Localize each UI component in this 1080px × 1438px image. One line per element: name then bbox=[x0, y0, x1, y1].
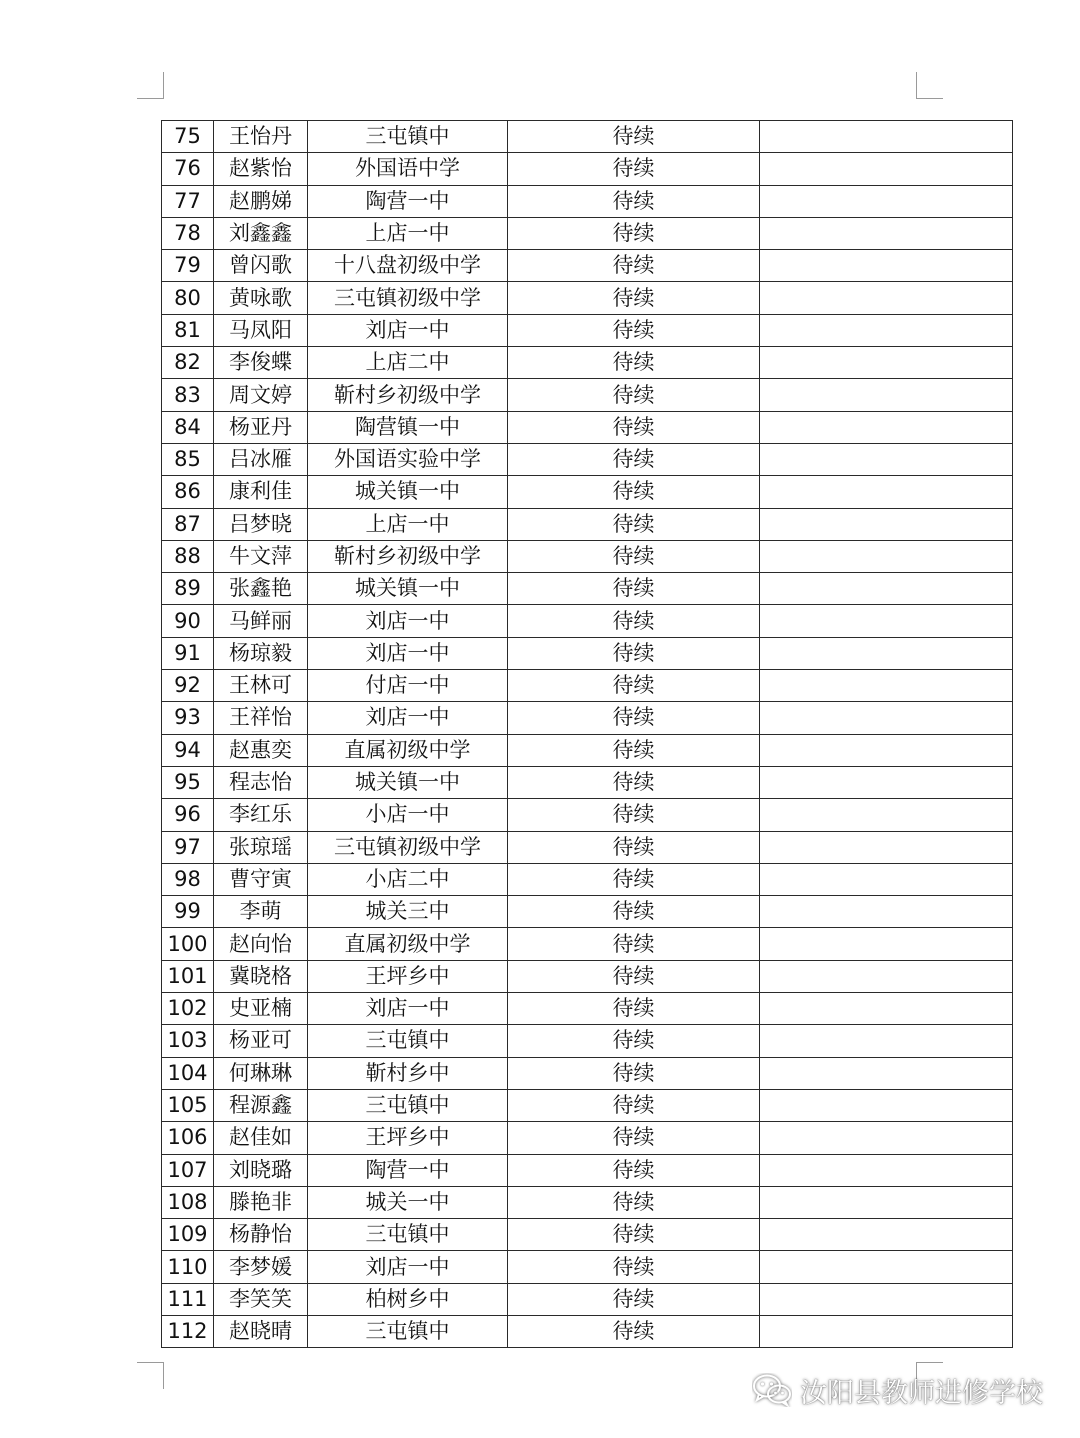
cell-status: 待续 bbox=[508, 1089, 760, 1121]
cell-number: 101 bbox=[162, 960, 214, 992]
table-row bbox=[162, 379, 1013, 411]
table-row bbox=[162, 508, 1013, 540]
cell-number: 104 bbox=[162, 1057, 214, 1089]
table-row bbox=[162, 1315, 1013, 1347]
table-row bbox=[162, 1219, 1013, 1251]
cell-name: 李梦媛 bbox=[214, 1251, 308, 1283]
account-watermark bbox=[752, 1370, 1043, 1410]
cell-name: 赵紫怡 bbox=[214, 153, 308, 185]
table-row bbox=[162, 863, 1013, 895]
table-row bbox=[162, 185, 1013, 217]
cell-name: 周文婷 bbox=[214, 379, 308, 411]
cell-number: 97 bbox=[162, 831, 214, 863]
table-row bbox=[162, 960, 1013, 992]
cell-status: 待续 bbox=[508, 1025, 760, 1057]
cell-note bbox=[760, 250, 1013, 282]
page-corner-mark-top-right bbox=[916, 72, 943, 99]
cell-status: 待续 bbox=[508, 314, 760, 346]
cell-number: 83 bbox=[162, 379, 214, 411]
cell-name: 王祥怡 bbox=[214, 702, 308, 734]
cell-status: 待续 bbox=[508, 993, 760, 1025]
cell-school: 刘店一中 bbox=[308, 314, 508, 346]
cell-school: 直属初级中学 bbox=[308, 734, 508, 766]
cell-name: 李萌 bbox=[214, 896, 308, 928]
cell-name: 康利佳 bbox=[214, 476, 308, 508]
table-row bbox=[162, 1186, 1013, 1218]
cell-status: 待续 bbox=[508, 670, 760, 702]
cell-number: 79 bbox=[162, 250, 214, 282]
cell-status: 待续 bbox=[508, 637, 760, 669]
cell-status: 待续 bbox=[508, 540, 760, 572]
cell-status: 待续 bbox=[508, 411, 760, 443]
cell-status: 待续 bbox=[508, 960, 760, 992]
cell-status: 待续 bbox=[508, 282, 760, 314]
cell-school: 城关一中 bbox=[308, 1186, 508, 1218]
cell-school: 城关三中 bbox=[308, 896, 508, 928]
cell-number: 109 bbox=[162, 1219, 214, 1251]
cell-status: 待续 bbox=[508, 443, 760, 475]
cell-name: 何琳琳 bbox=[214, 1057, 308, 1089]
cell-number: 91 bbox=[162, 637, 214, 669]
roster-table bbox=[161, 120, 1013, 1348]
cell-name: 曾闪歌 bbox=[214, 250, 308, 282]
cell-note bbox=[760, 670, 1013, 702]
cell-number: 108 bbox=[162, 1186, 214, 1218]
cell-school: 三屯镇中 bbox=[308, 1315, 508, 1347]
cell-status: 待续 bbox=[508, 476, 760, 508]
cell-note bbox=[760, 605, 1013, 637]
cell-note bbox=[760, 896, 1013, 928]
table-row bbox=[162, 314, 1013, 346]
cell-number: 103 bbox=[162, 1025, 214, 1057]
cell-school: 直属初级中学 bbox=[308, 928, 508, 960]
cell-number: 100 bbox=[162, 928, 214, 960]
cell-name: 杨亚可 bbox=[214, 1025, 308, 1057]
cell-school: 上店二中 bbox=[308, 347, 508, 379]
cell-school: 外国语中学 bbox=[308, 153, 508, 185]
cell-note bbox=[760, 1122, 1013, 1154]
cell-status: 待续 bbox=[508, 799, 760, 831]
cell-school: 王坪乡中 bbox=[308, 1122, 508, 1154]
cell-status: 待续 bbox=[508, 831, 760, 863]
table-row bbox=[162, 831, 1013, 863]
cell-number: 106 bbox=[162, 1122, 214, 1154]
cell-number: 111 bbox=[162, 1283, 214, 1315]
cell-status: 待续 bbox=[508, 1122, 760, 1154]
table-row bbox=[162, 250, 1013, 282]
cell-note bbox=[760, 928, 1013, 960]
table-row bbox=[162, 282, 1013, 314]
table-row bbox=[162, 1154, 1013, 1186]
cell-school: 小店二中 bbox=[308, 863, 508, 895]
cell-status: 待续 bbox=[508, 1283, 760, 1315]
cell-status: 待续 bbox=[508, 153, 760, 185]
cell-name: 吕梦晓 bbox=[214, 508, 308, 540]
cell-note bbox=[760, 476, 1013, 508]
cell-note bbox=[760, 1186, 1013, 1218]
table-row bbox=[162, 993, 1013, 1025]
cell-number: 105 bbox=[162, 1089, 214, 1121]
cell-note bbox=[760, 863, 1013, 895]
cell-note bbox=[760, 540, 1013, 572]
cell-school: 城关镇一中 bbox=[308, 766, 508, 798]
cell-school: 陶营镇一中 bbox=[308, 411, 508, 443]
cell-status: 待续 bbox=[508, 1154, 760, 1186]
table-row bbox=[162, 799, 1013, 831]
table-row bbox=[162, 702, 1013, 734]
watermark-text: 汝阳县教师进修学校 bbox=[800, 1377, 1043, 1409]
cell-status: 待续 bbox=[508, 702, 760, 734]
cell-number: 80 bbox=[162, 282, 214, 314]
cell-note bbox=[760, 637, 1013, 669]
cell-school: 外国语实验中学 bbox=[308, 443, 508, 475]
cell-note bbox=[760, 347, 1013, 379]
cell-number: 96 bbox=[162, 799, 214, 831]
cell-school: 城关镇一中 bbox=[308, 573, 508, 605]
cell-name: 马鲜丽 bbox=[214, 605, 308, 637]
cell-status: 待续 bbox=[508, 217, 760, 249]
cell-name: 李笑笑 bbox=[214, 1283, 308, 1315]
table-row bbox=[162, 476, 1013, 508]
table-row bbox=[162, 1089, 1013, 1121]
cell-status: 待续 bbox=[508, 605, 760, 637]
cell-school: 三屯镇初级中学 bbox=[308, 831, 508, 863]
table-row bbox=[162, 766, 1013, 798]
cell-school: 靳村乡初级中学 bbox=[308, 540, 508, 572]
cell-school: 三屯镇中 bbox=[308, 1089, 508, 1121]
cell-note bbox=[760, 508, 1013, 540]
cell-number: 93 bbox=[162, 702, 214, 734]
cell-status: 待续 bbox=[508, 121, 760, 153]
cell-number: 75 bbox=[162, 121, 214, 153]
cell-status: 待续 bbox=[508, 1315, 760, 1347]
cell-name: 赵鹏娣 bbox=[214, 185, 308, 217]
cell-number: 95 bbox=[162, 766, 214, 798]
cell-school: 上店一中 bbox=[308, 217, 508, 249]
cell-name: 曹守寅 bbox=[214, 863, 308, 895]
table-row bbox=[162, 217, 1013, 249]
cell-note bbox=[760, 411, 1013, 443]
cell-note bbox=[760, 1089, 1013, 1121]
table-row bbox=[162, 605, 1013, 637]
cell-note bbox=[760, 153, 1013, 185]
cell-note bbox=[760, 1283, 1013, 1315]
cell-number: 90 bbox=[162, 605, 214, 637]
cell-name: 李俊蝶 bbox=[214, 347, 308, 379]
cell-name: 冀晓格 bbox=[214, 960, 308, 992]
cell-school: 刘店一中 bbox=[308, 993, 508, 1025]
cell-school: 刘店一中 bbox=[308, 605, 508, 637]
cell-status: 待续 bbox=[508, 1251, 760, 1283]
wechat-icon bbox=[752, 1373, 792, 1407]
cell-status: 待续 bbox=[508, 928, 760, 960]
table-row bbox=[162, 443, 1013, 475]
cell-school: 三屯镇中 bbox=[308, 121, 508, 153]
cell-name: 吕冰雁 bbox=[214, 443, 308, 475]
cell-school: 靳村乡中 bbox=[308, 1057, 508, 1089]
cell-note bbox=[760, 282, 1013, 314]
cell-status: 待续 bbox=[508, 1219, 760, 1251]
cell-name: 王林可 bbox=[214, 670, 308, 702]
cell-number: 92 bbox=[162, 670, 214, 702]
cell-school: 十八盘初级中学 bbox=[308, 250, 508, 282]
cell-school: 三屯镇初级中学 bbox=[308, 282, 508, 314]
cell-note bbox=[760, 1219, 1013, 1251]
cell-number: 85 bbox=[162, 443, 214, 475]
cell-name: 程志怡 bbox=[214, 766, 308, 798]
cell-number: 110 bbox=[162, 1251, 214, 1283]
cell-school: 靳村乡初级中学 bbox=[308, 379, 508, 411]
cell-number: 78 bbox=[162, 217, 214, 249]
cell-school: 城关镇一中 bbox=[308, 476, 508, 508]
cell-school: 陶营一中 bbox=[308, 185, 508, 217]
table-row bbox=[162, 540, 1013, 572]
cell-number: 87 bbox=[162, 508, 214, 540]
cell-name: 史亚楠 bbox=[214, 993, 308, 1025]
table-row bbox=[162, 347, 1013, 379]
cell-name: 程源鑫 bbox=[214, 1089, 308, 1121]
roster-table-body bbox=[162, 121, 1013, 1348]
cell-school: 付店一中 bbox=[308, 670, 508, 702]
cell-name: 赵惠奕 bbox=[214, 734, 308, 766]
cell-school: 柏树乡中 bbox=[308, 1283, 508, 1315]
cell-number: 82 bbox=[162, 347, 214, 379]
cell-note bbox=[760, 185, 1013, 217]
cell-status: 待续 bbox=[508, 1186, 760, 1218]
cell-note bbox=[760, 831, 1013, 863]
cell-number: 88 bbox=[162, 540, 214, 572]
table-row bbox=[162, 153, 1013, 185]
table-row bbox=[162, 573, 1013, 605]
table-row bbox=[162, 121, 1013, 153]
cell-note bbox=[760, 799, 1013, 831]
cell-school: 刘店一中 bbox=[308, 702, 508, 734]
cell-number: 98 bbox=[162, 863, 214, 895]
cell-number: 99 bbox=[162, 896, 214, 928]
cell-note bbox=[760, 1025, 1013, 1057]
table-row bbox=[162, 734, 1013, 766]
table-row bbox=[162, 928, 1013, 960]
cell-name: 赵向怡 bbox=[214, 928, 308, 960]
cell-name: 张鑫艳 bbox=[214, 573, 308, 605]
cell-name: 马凤阳 bbox=[214, 314, 308, 346]
cell-status: 待续 bbox=[508, 766, 760, 798]
cell-name: 杨亚丹 bbox=[214, 411, 308, 443]
cell-name: 王怡丹 bbox=[214, 121, 308, 153]
cell-note bbox=[760, 702, 1013, 734]
table-row bbox=[162, 1251, 1013, 1283]
cell-number: 77 bbox=[162, 185, 214, 217]
cell-name: 刘鑫鑫 bbox=[214, 217, 308, 249]
cell-school: 三屯镇中 bbox=[308, 1219, 508, 1251]
cell-status: 待续 bbox=[508, 896, 760, 928]
cell-status: 待续 bbox=[508, 734, 760, 766]
cell-status: 待续 bbox=[508, 185, 760, 217]
cell-name: 杨琼毅 bbox=[214, 637, 308, 669]
cell-note bbox=[760, 1154, 1013, 1186]
table-row bbox=[162, 896, 1013, 928]
cell-status: 待续 bbox=[508, 573, 760, 605]
cell-name: 李红乐 bbox=[214, 799, 308, 831]
cell-number: 89 bbox=[162, 573, 214, 605]
cell-status: 待续 bbox=[508, 1057, 760, 1089]
cell-name: 赵佳如 bbox=[214, 1122, 308, 1154]
cell-name: 刘晓璐 bbox=[214, 1154, 308, 1186]
cell-status: 待续 bbox=[508, 379, 760, 411]
cell-note bbox=[760, 314, 1013, 346]
page-corner-mark-bottom-left bbox=[137, 1362, 164, 1389]
cell-status: 待续 bbox=[508, 347, 760, 379]
cell-number: 107 bbox=[162, 1154, 214, 1186]
cell-note bbox=[760, 1057, 1013, 1089]
cell-name: 杨静怡 bbox=[214, 1219, 308, 1251]
cell-note bbox=[760, 1251, 1013, 1283]
table-row bbox=[162, 637, 1013, 669]
cell-number: 76 bbox=[162, 153, 214, 185]
cell-school: 小店一中 bbox=[308, 799, 508, 831]
cell-school: 三屯镇中 bbox=[308, 1025, 508, 1057]
cell-note bbox=[760, 960, 1013, 992]
cell-school: 刘店一中 bbox=[308, 1251, 508, 1283]
cell-name: 滕艳非 bbox=[214, 1186, 308, 1218]
cell-status: 待续 bbox=[508, 508, 760, 540]
cell-note bbox=[760, 766, 1013, 798]
cell-name: 赵晓晴 bbox=[214, 1315, 308, 1347]
cell-name: 张琼瑶 bbox=[214, 831, 308, 863]
cell-school: 刘店一中 bbox=[308, 637, 508, 669]
cell-status: 待续 bbox=[508, 250, 760, 282]
cell-status: 待续 bbox=[508, 863, 760, 895]
cell-note bbox=[760, 121, 1013, 153]
table-row bbox=[162, 670, 1013, 702]
cell-school: 上店一中 bbox=[308, 508, 508, 540]
cell-school: 王坪乡中 bbox=[308, 960, 508, 992]
cell-note bbox=[760, 379, 1013, 411]
cell-name: 黄咏歌 bbox=[214, 282, 308, 314]
cell-number: 102 bbox=[162, 993, 214, 1025]
cell-number: 81 bbox=[162, 314, 214, 346]
cell-number: 94 bbox=[162, 734, 214, 766]
cell-note bbox=[760, 573, 1013, 605]
cell-note bbox=[760, 734, 1013, 766]
table-row bbox=[162, 411, 1013, 443]
cell-school: 陶营一中 bbox=[308, 1154, 508, 1186]
table-row bbox=[162, 1057, 1013, 1089]
table-row bbox=[162, 1122, 1013, 1154]
cell-note bbox=[760, 217, 1013, 249]
cell-number: 112 bbox=[162, 1315, 214, 1347]
cell-number: 86 bbox=[162, 476, 214, 508]
cell-note bbox=[760, 443, 1013, 475]
cell-name: 牛文萍 bbox=[214, 540, 308, 572]
table-row bbox=[162, 1025, 1013, 1057]
cell-note bbox=[760, 1315, 1013, 1347]
cell-note bbox=[760, 993, 1013, 1025]
cell-number: 84 bbox=[162, 411, 214, 443]
page-corner-mark-top-left bbox=[137, 72, 164, 99]
table-row bbox=[162, 1283, 1013, 1315]
